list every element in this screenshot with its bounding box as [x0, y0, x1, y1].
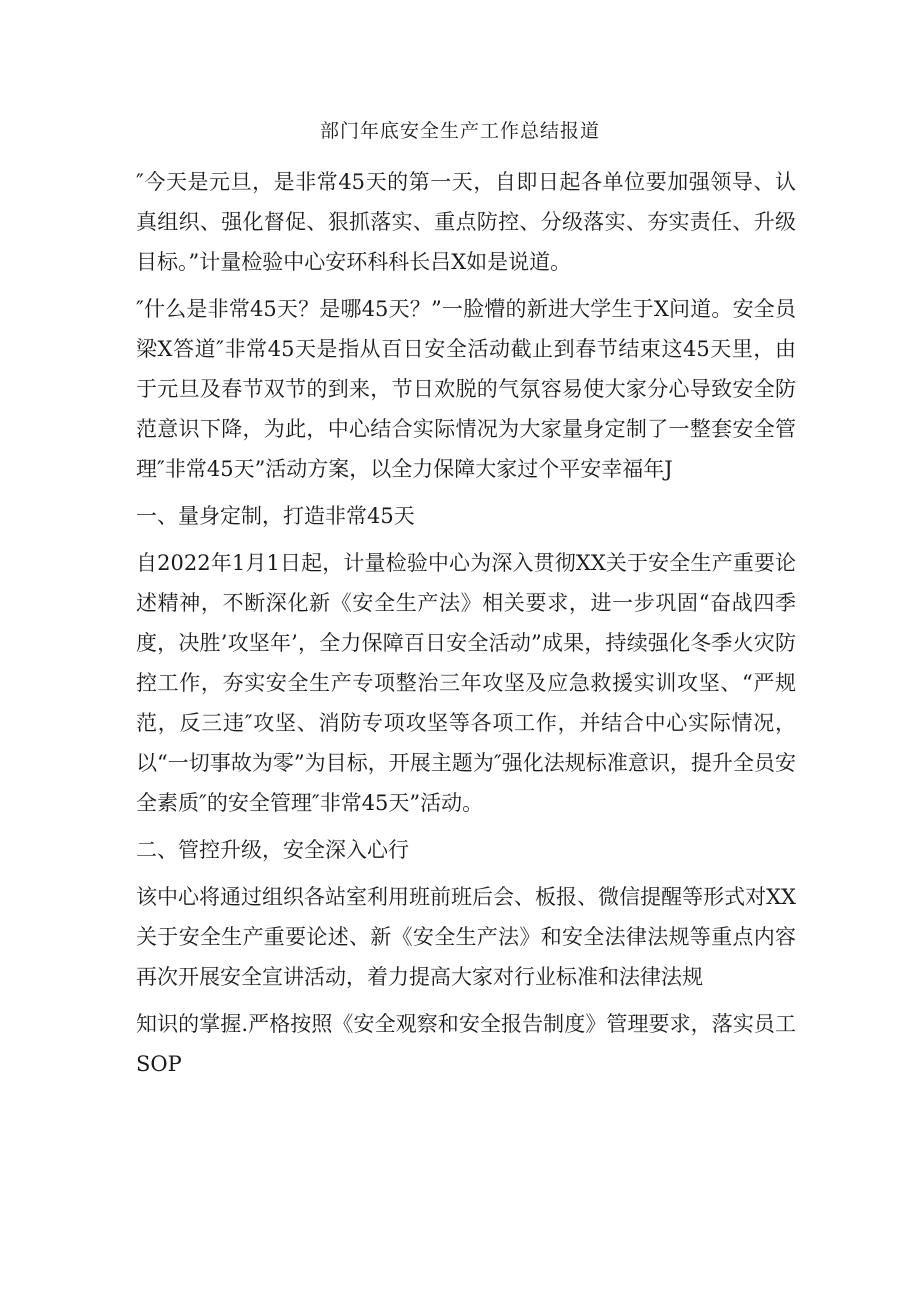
paragraph-section-2-continued: 知识的掌握.严格按照《安全观察和安全报告制度》管理要求，落实员工SOP: [136, 1012, 796, 1076]
paragraph-section-2-body: 该中心将通过组织各站室利用班前班后会、板报、微信提醒等形式对XX关于安全生产重要论述、新《安全生产法》和安全法律法规等重点内容再次开展安全宣讲活动，着力提高大家对行业标准和法律法规: [136, 885, 796, 989]
document-body: [136, 162, 796, 1091]
paragraph-section-1-body: 自2022年1月1日起，计量检验中心为深入贯彻XX关于安全生产重要论述精神，不断深化新《安全生产法》相关要求，进一步巩固“奋战四季度，决胜’攻坚年’，全力保障百日安全活动”成果，持续强化冬季火灾防控工作，夯实安全生产专项整治三年攻坚及应急救援实训攻坚、“严规范，反三违″攻坚、消防专项攻坚等各项工作，并结合中心实际情况，以“一切事故为零”为目标，开展主题为″强化法规标准意识，提升全员安全素质″的安全管理″非常45天”活动。: [136, 551, 796, 815]
paragraph-new-year-quote: ″今天是元旦，是非常45天的第一天，自即日起各单位要加强领导、认真组织、强化督促、狠抓落实、重点防控、分级落实、夯实责任、升级目标。”计量检验中心安环科科长吕X如是说道。: [136, 170, 796, 274]
section-heading-2: 二、管控升级，安全深入心行: [136, 838, 409, 862]
paragraph-what-is-45-days: ″什么是非常45天？是哪45天？”一脸懵的新进大学生于X问道。安全员梁X答道″非常45天是指从百日安全活动截止到春节结束这45天里，由于元旦及春节双节的到来，节日欢脱的气氛容易使大家分心导致安全防范意识下降，为此，中心结合实际情况为大家量身定制了一整套安全管理″非常45天”活动方案，以全力保障大家过个平安幸福年J: [136, 297, 796, 481]
section-heading-1: 一、量身定制，打造非常45天: [136, 504, 415, 528]
document-title: 部门年底安全生产工作总结报道: [319, 120, 600, 142]
